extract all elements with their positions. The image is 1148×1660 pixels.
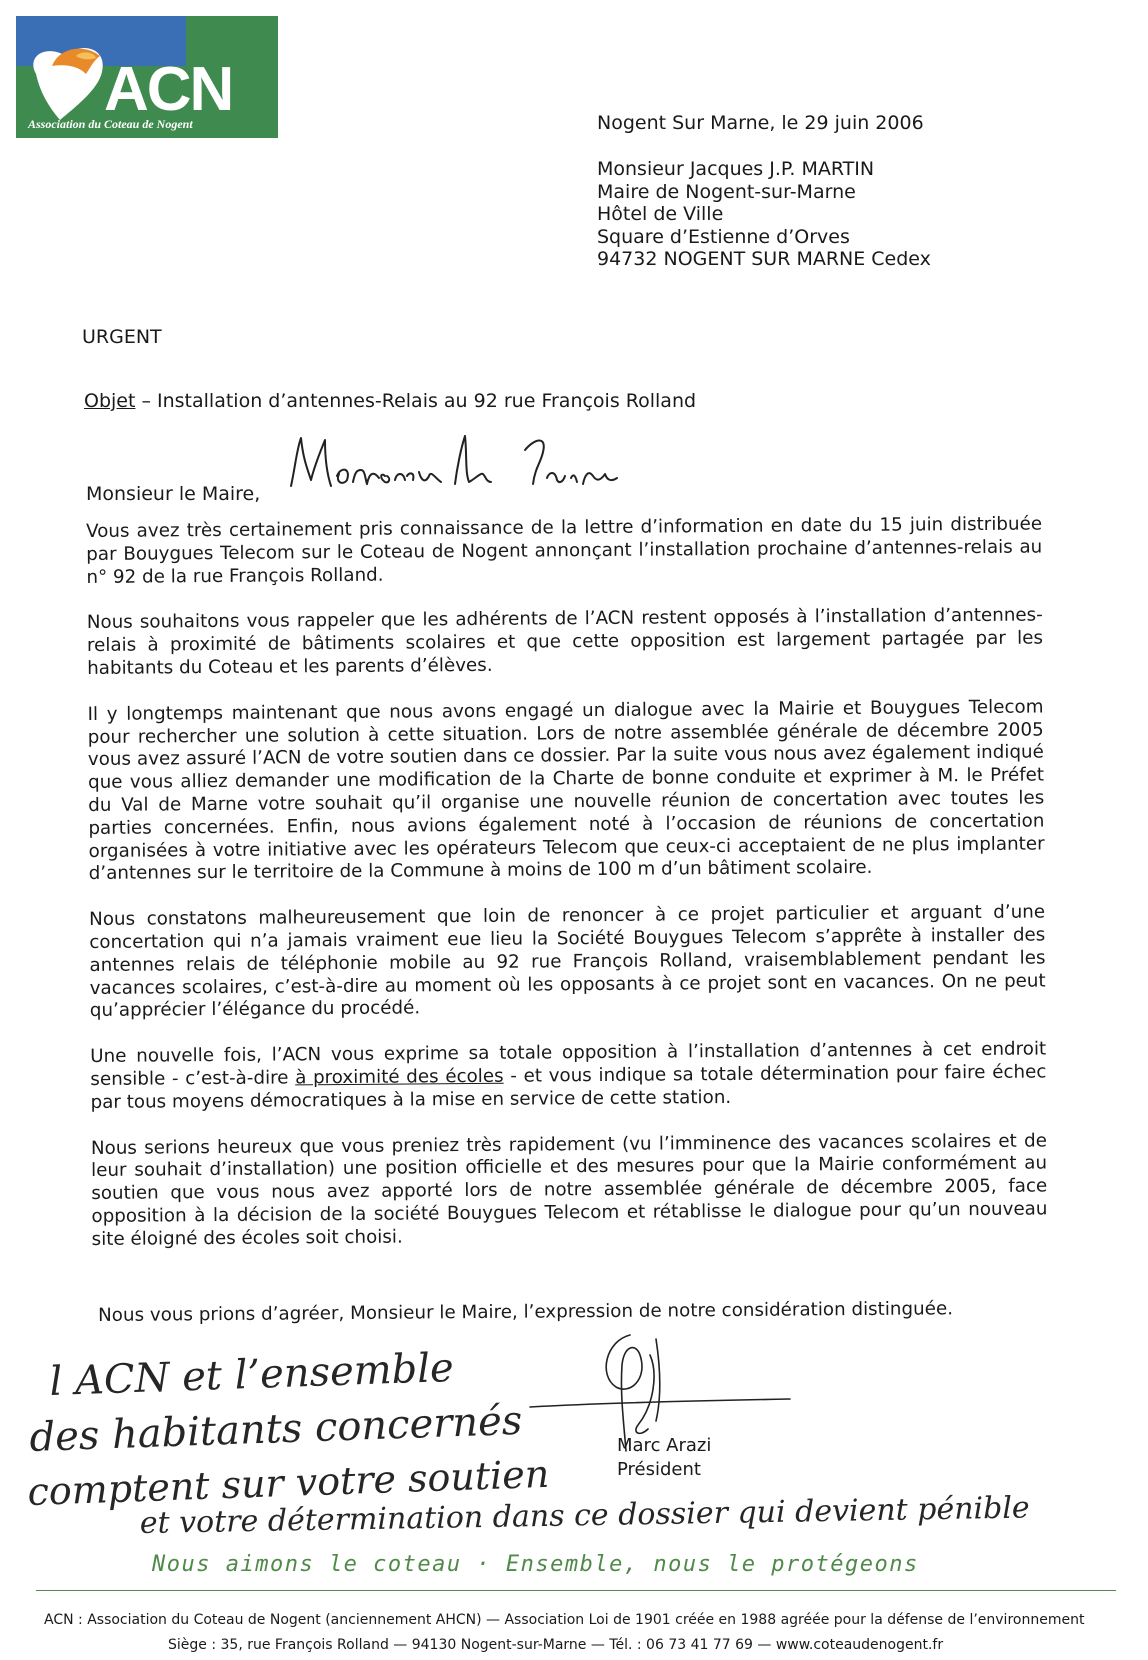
subject-line [84,390,696,412]
footer-divider [36,1590,1116,1591]
subject-label: Objet [84,390,136,412]
recipient-line: 94732 NOGENT SUR MARNE Cedex [597,248,931,270]
logo-acronym: ACN [104,55,233,124]
signatory-title: Président [617,1459,701,1480]
paragraph: Nous serions heureux que vous preniez très rapidement (vu l’imminence des vacances scolaires et de leur souhait d’installation) une position officielle et des mesures pour que la Mairie conformément au soutien que vous nous avez apporté lors de notre assemblée générale de décembre 2005, face opposition à la décision de la société Bouygues Telecom et rétablisse le dialogue pour qu’un nouveau site éloigné des écoles soit choisi. [90,1130,1048,1250]
acn-logo [16,16,278,138]
footer-line-2: Siège : 35, rue François Rolland — 94130 Nogent-sur-Marne — Tél. : 06 73 41 77 69 — www.coteaudenogent.fr [168,1637,944,1653]
paragraph: Nous constatons malheureusement que loin de renoncer à ce projet particulier et arguant d’une concertation qui n’a jamais vraiment eue lieu la Société Bouygues Telecom s’apprête à installer des antennes relais de téléphonie mobile au 92 rue François Rolland, vraisemblablement pendant les vacances scolaires, c’est-à-dire au moment où les opposants à ce projet sont en vacances. On ne peut qu’apprécier l’élégance du procédé. [89,901,1046,1022]
recipient-line: Maire de Nogent-sur-Marne [597,180,856,203]
slogan: Nous aimons le coteau · Ensemble, nous le protégeons [152,1552,919,1577]
urgent-label: URGENT [82,326,162,348]
recipient-line: Monsieur Jacques J.P. MARTIN [597,158,875,180]
recipient-line: Square d’Estienne d’Orves [597,225,850,248]
place-date: Nogent Sur Marne, le 29 juin 2006 [597,112,924,134]
paragraph [90,1039,1047,1115]
recipient-address [597,158,931,271]
underlined-phrase: à proximité des écoles [295,1065,504,1089]
signatory-name: Marc Arazi [617,1435,712,1456]
closing-formula: Nous vous prions d’agréer, Monsieur le Maire, l’expression de notre considération distinguée. [98,1298,954,1326]
logo-tagline: Association du Coteau de Nogent [28,117,193,131]
subject-text: – Installation d’antennes-Relais au 92 rue François Rolland [135,390,697,412]
paragraph: Il y longtemps maintenant que nous avons engagé un dialogue avec la Mairie et Bouygues Telecom pour rechercher une solution à cette situation. Lors de notre assemblée générale de décembre 2005 vous avez assuré l’ACN de votre soutien dans ce dossier. Par la suite vous nous avez également indiqué que vous alliez demander une modification de la Charte de bonne conduite et exprimer à M. le Préfet du Val de Marne votre souhait qu’il organise une nouvelle réunion de concertation avec toutes les parties concernées. Enfin, nous avions également noté à l’occasion de réunions de concertation organisées à votre initiative avec les opérateurs Telecom que ceux-ci acceptaient de ne plus implanter d’antennes sur le territoire de la Commune à moins de 100 m d’un bâtiment scolaire. [87,696,1045,885]
handwritten-salutation [285,428,625,508]
handwritten-note [20,1345,1148,1545]
note-line: et votre détermination dans ce dossier qui devient pénible [139,1490,1030,1541]
note-line: comptent sur votre soutien [26,1451,550,1514]
note-line: l ACN et l’ensemble [48,1345,455,1405]
paragraph: Vous avez très certainement pris connaissance de la lettre d’information en date du 15 juin distribuée par Bouygues Telecom sur le Coteau de Nogent annonçant l’installation prochaine d’antennes-relais au n° 92 de la rue François Rolland. [86,513,1043,588]
paragraph: Nous souhaitons vous rappeler que les adhérents de l’ACN restent opposés à l’installation d’antennes-relais à proximité de bâtiments scolaires et que cette opposition est largement partagée par les habitants du Coteau et les parents d’élèves. [86,604,1044,679]
note-line: des habitants concernés [28,1397,523,1461]
paragraph-part: - et vous indique sa totale détermination pour faire échec par tous moyens démocratiques à la mise en service de cette station. [90,1061,1047,1113]
paragraph-part: Une nouvelle fois, l’ACN vous exprime sa totale opposition à l’installation d’antennes à cet endroit sensible - c’est-à-dire [90,1038,1047,1090]
salutation: Monsieur le Maire, [86,483,261,505]
letter-body [86,513,1048,1274]
recipient-line: Hôtel de Ville [597,203,724,225]
footer-line-1: ACN : Association du Coteau de Nogent (anciennement AHCN) — Association Loi de 1901 créée en 1988 agréée pour la défense de l’environnement [44,1612,1085,1628]
